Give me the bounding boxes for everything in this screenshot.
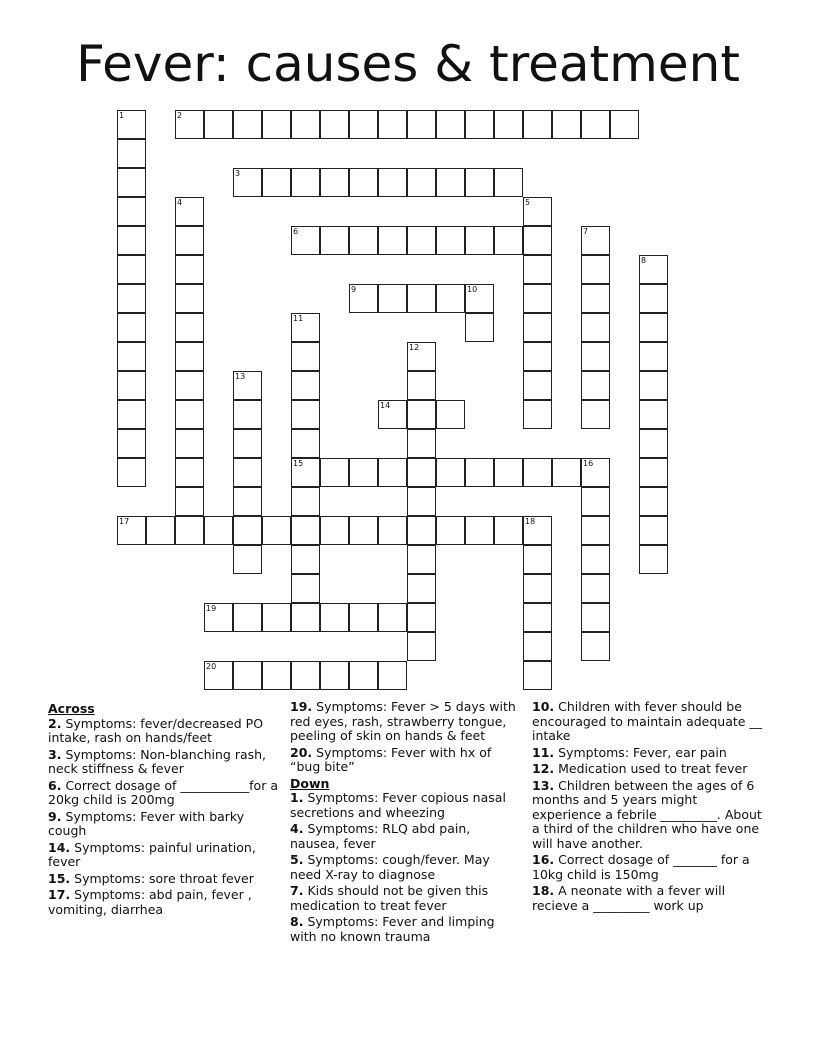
grid-cell[interactable] — [407, 632, 436, 661]
grid-cell[interactable] — [407, 226, 436, 255]
across-heading: Across — [48, 701, 95, 716]
down-clue — [290, 853, 522, 882]
grid-cell[interactable] — [436, 458, 465, 487]
grid-cell[interactable] — [581, 255, 610, 284]
clue-text: Correct dosage of _______ for a 10kg child is 150mg — [532, 852, 750, 882]
grid-cell[interactable] — [465, 110, 494, 139]
grid-cell[interactable] — [552, 110, 581, 139]
grid-cell[interactable] — [436, 400, 465, 429]
clue-number: 15. — [48, 870, 71, 886]
grid-cell[interactable] — [175, 400, 204, 429]
clue-number: 1. — [290, 790, 304, 805]
clue-number: 11. — [532, 744, 555, 760]
grid-cell[interactable] — [523, 284, 552, 313]
grid-cell[interactable] — [349, 110, 378, 139]
grid-cell[interactable] — [291, 110, 320, 139]
grid-cell[interactable] — [117, 197, 146, 226]
grid-cell[interactable] — [117, 313, 146, 342]
clue-text: Kids should not be given this medication to treat fever — [290, 883, 489, 913]
grid-cell[interactable] — [407, 545, 436, 574]
grid-cell[interactable] — [262, 661, 291, 690]
grid-cell[interactable] — [407, 429, 436, 458]
grid-cell[interactable] — [291, 545, 320, 574]
grid-cell[interactable] — [639, 487, 668, 516]
down-clue — [532, 853, 768, 882]
clue-number: 8. — [290, 914, 304, 929]
clue-text: Children between the ages of 6 months and 5 years might experience a febrile _________. About a third of the children who have one will have another. — [532, 777, 762, 851]
clue-text: Symptoms: Fever and limping with no known trauma — [290, 914, 495, 944]
clue-text: Symptoms: Fever with hx of “bug bite” — [290, 744, 492, 774]
clue-number: 6. — [48, 777, 62, 793]
clue-text: Symptoms: sore throat fever — [74, 870, 254, 886]
grid-cell[interactable] — [204, 110, 233, 139]
across-clue — [290, 700, 522, 744]
grid-cell[interactable] — [523, 226, 552, 255]
grid-cell[interactable] — [407, 284, 436, 313]
down-clue — [532, 762, 768, 777]
clue-text: Correct dosage of ___________for a 20kg child is 200mg — [48, 777, 278, 807]
grid-cell[interactable] — [639, 429, 668, 458]
clue-text: Symptoms: cough/fever. May need X-ray to diagnose — [290, 852, 490, 882]
grid-cell[interactable] — [465, 313, 494, 342]
grid-cell[interactable] — [320, 226, 349, 255]
grid-cell[interactable] — [436, 284, 465, 313]
grid-cell[interactable] — [233, 516, 262, 545]
grid-cell[interactable] — [320, 458, 349, 487]
grid-cell[interactable] — [581, 284, 610, 313]
clue-text: Symptoms: painful urination, fever — [48, 839, 256, 869]
across-clue — [48, 841, 278, 870]
grid-cell[interactable] — [117, 168, 146, 197]
clue-text: Symptoms: Fever with barky cough — [48, 808, 245, 838]
grid-cell[interactable] — [581, 603, 610, 632]
clue-text: A neonate with a fever will recieve a _________ work up — [532, 883, 726, 913]
cell-number: 15 — [293, 459, 304, 468]
grid-cell[interactable] — [465, 458, 494, 487]
grid-cell[interactable] — [233, 400, 262, 429]
cell-number: 9 — [351, 285, 357, 294]
grid-cell[interactable] — [639, 342, 668, 371]
grid-cell[interactable] — [407, 458, 436, 487]
grid-cell[interactable] — [320, 168, 349, 197]
across-clue — [48, 872, 278, 887]
grid-cell[interactable] — [436, 168, 465, 197]
grid-cell[interactable] — [233, 429, 262, 458]
down-clue — [290, 791, 522, 820]
grid-cell[interactable] — [639, 458, 668, 487]
cell-number: 1 — [119, 111, 125, 120]
grid-cell[interactable] — [581, 371, 610, 400]
grid-cell[interactable] — [349, 458, 378, 487]
cell-number: 12 — [409, 343, 420, 352]
grid-cell[interactable] — [581, 574, 610, 603]
grid-cell[interactable] — [291, 603, 320, 632]
grid-cell[interactable] — [204, 516, 233, 545]
grid-cell[interactable] — [291, 516, 320, 545]
down-clue — [290, 915, 522, 944]
grid-cell[interactable] — [378, 110, 407, 139]
clue-number: 5. — [290, 852, 304, 867]
clue-number: 4. — [290, 821, 304, 836]
cell-number: 6 — [293, 227, 299, 236]
grid-cell[interactable] — [175, 342, 204, 371]
grid-cell[interactable] — [378, 284, 407, 313]
grid-cell[interactable] — [465, 226, 494, 255]
cell-number: 16 — [583, 459, 594, 468]
clue-number: 10. — [532, 699, 555, 714]
clue-text: Medication used to treat fever — [558, 761, 748, 776]
across-clue — [48, 748, 278, 777]
grid-cell[interactable] — [378, 516, 407, 545]
clue-column-2 — [290, 700, 522, 946]
grid-cell[interactable] — [581, 400, 610, 429]
grid-cell[interactable] — [291, 487, 320, 516]
grid-cell[interactable] — [175, 429, 204, 458]
grid-cell[interactable] — [291, 168, 320, 197]
grid-cell[interactable] — [523, 400, 552, 429]
grid-cell[interactable] — [349, 168, 378, 197]
grid-cell[interactable] — [233, 603, 262, 632]
grid-cell[interactable] — [117, 371, 146, 400]
grid-cell[interactable] — [436, 516, 465, 545]
grid-cell[interactable] — [233, 545, 262, 574]
grid-cell[interactable] — [291, 342, 320, 371]
clue-text: Symptoms: abd pain, fever , vomiting, diarrhea — [48, 887, 252, 917]
grid-cell[interactable] — [523, 603, 552, 632]
clue-column-1 — [48, 700, 278, 919]
across-clue — [290, 746, 522, 775]
grid-cell[interactable] — [639, 516, 668, 545]
down-clue — [532, 884, 768, 913]
clue-number: 18. — [532, 883, 555, 898]
grid-cell[interactable] — [552, 458, 581, 487]
grid-cell[interactable] — [465, 516, 494, 545]
clue-number: 2. — [48, 715, 62, 731]
down-clue — [532, 700, 768, 744]
clue-number: 16. — [532, 852, 555, 867]
clue-number: 13. — [532, 777, 555, 793]
grid-cell[interactable] — [494, 226, 523, 255]
grid-cell[interactable] — [117, 400, 146, 429]
cell-number: 7 — [583, 227, 589, 236]
cell-number: 5 — [525, 198, 531, 207]
grid-cell[interactable] — [407, 400, 436, 429]
grid-cell[interactable] — [175, 313, 204, 342]
grid-cell[interactable] — [262, 516, 291, 545]
grid-cell[interactable] — [320, 603, 349, 632]
grid-cell[interactable] — [291, 429, 320, 458]
clue-text: Symptoms: Fever > 5 days with red eyes, rash, strawberry tongue, peeling of skin on hands & feet — [290, 699, 516, 743]
grid-cell[interactable] — [523, 342, 552, 371]
cell-number: 8 — [641, 256, 647, 265]
grid-cell[interactable] — [349, 226, 378, 255]
grid-cell[interactable] — [233, 458, 262, 487]
grid-cell[interactable] — [233, 110, 262, 139]
cell-number: 4 — [177, 198, 183, 207]
across-clue — [48, 779, 278, 808]
grid-cell[interactable] — [262, 168, 291, 197]
grid-cell[interactable] — [233, 487, 262, 516]
down-clue — [290, 884, 522, 913]
grid-cell[interactable] — [378, 168, 407, 197]
grid-cell[interactable] — [523, 255, 552, 284]
clue-number: 19. — [290, 699, 313, 714]
grid-cell[interactable] — [523, 574, 552, 603]
cell-number: 19 — [206, 604, 217, 613]
grid-cell[interactable] — [523, 110, 552, 139]
grid-cell[interactable] — [639, 400, 668, 429]
clue-text: Symptoms: Fever copious nasal secretions and wheezing — [290, 790, 506, 820]
grid-cell[interactable] — [639, 313, 668, 342]
grid-cell[interactable] — [581, 487, 610, 516]
grid-cell[interactable] — [117, 429, 146, 458]
grid-cell[interactable] — [175, 226, 204, 255]
grid-cell[interactable] — [523, 661, 552, 690]
down-heading: Down — [290, 775, 330, 791]
grid-cell[interactable] — [117, 226, 146, 255]
grid-cell[interactable] — [465, 168, 494, 197]
grid-cell[interactable] — [117, 458, 146, 487]
grid-cell[interactable] — [175, 371, 204, 400]
cell-number: 17 — [119, 517, 130, 526]
grid-cell[interactable] — [494, 516, 523, 545]
clue-text: Symptoms: RLQ abd pain, nausea, fever — [290, 821, 471, 851]
grid-cell[interactable] — [436, 110, 465, 139]
cell-number: 18 — [525, 517, 536, 526]
clue-text: Children with fever should be encouraged to maintain adequate __ intake — [532, 699, 762, 743]
grid-cell[interactable] — [407, 516, 436, 545]
grid-cell[interactable] — [320, 516, 349, 545]
cell-number: 11 — [293, 314, 304, 323]
cell-number: 20 — [206, 662, 217, 671]
cell-number: 10 — [467, 285, 478, 294]
grid-cell[interactable] — [175, 516, 204, 545]
grid-cell[interactable] — [581, 342, 610, 371]
across-clue — [48, 888, 278, 917]
grid-cell[interactable] — [262, 110, 291, 139]
down-clue — [532, 746, 768, 761]
grid-cell[interactable] — [175, 487, 204, 516]
grid-cell[interactable] — [639, 284, 668, 313]
grid-cell[interactable] — [407, 603, 436, 632]
grid-cell[interactable] — [291, 400, 320, 429]
grid-cell[interactable] — [639, 545, 668, 574]
clue-number: 14. — [48, 839, 71, 855]
grid-cell[interactable] — [436, 226, 465, 255]
grid-cell[interactable] — [639, 371, 668, 400]
clue-number: 7. — [290, 883, 304, 898]
across-clue — [48, 810, 278, 839]
grid-cell[interactable] — [581, 110, 610, 139]
grid-cell[interactable] — [581, 545, 610, 574]
across-clue — [48, 717, 278, 746]
grid-cell[interactable] — [117, 284, 146, 313]
grid-cell[interactable] — [581, 516, 610, 545]
grid-cell[interactable] — [291, 371, 320, 400]
grid-cell[interactable] — [175, 284, 204, 313]
grid-cell[interactable] — [378, 603, 407, 632]
grid-cell[interactable] — [407, 371, 436, 400]
grid-cell[interactable] — [378, 458, 407, 487]
grid-cell[interactable] — [291, 661, 320, 690]
grid-cell[interactable] — [407, 110, 436, 139]
grid-cell[interactable] — [407, 574, 436, 603]
grid-cell[interactable] — [320, 661, 349, 690]
grid-cell[interactable] — [407, 168, 436, 197]
puzzle-title: Fever: causes & treatment — [76, 35, 740, 93]
down-clue — [532, 779, 768, 852]
cell-number: 2 — [177, 111, 183, 120]
clue-number: 20. — [290, 744, 313, 760]
clue-text: Symptoms: fever/decreased PO intake, rash on hands/feet — [48, 715, 264, 745]
grid-cell[interactable] — [494, 168, 523, 197]
grid-cell[interactable] — [291, 574, 320, 603]
grid-cell[interactable] — [523, 371, 552, 400]
grid-cell[interactable] — [320, 110, 349, 139]
grid-cell[interactable] — [378, 226, 407, 255]
clue-text: Symptoms: Non-blanching rash, neck stiffness & fever — [48, 746, 267, 776]
clue-number: 17. — [48, 887, 71, 902]
grid-cell[interactable] — [349, 661, 378, 690]
grid-cell[interactable] — [262, 603, 291, 632]
down-clue — [290, 822, 522, 851]
grid-cell[interactable] — [494, 110, 523, 139]
grid-cell[interactable] — [523, 458, 552, 487]
clue-column-3 — [532, 700, 768, 915]
grid-cell[interactable] — [581, 313, 610, 342]
grid-cell[interactable] — [581, 632, 610, 661]
grid-cell[interactable] — [523, 632, 552, 661]
cell-number: 14 — [380, 401, 391, 410]
grid-cell[interactable] — [146, 516, 175, 545]
grid-cell[interactable] — [523, 545, 552, 574]
grid-cell[interactable] — [610, 110, 639, 139]
grid-cell[interactable] — [117, 255, 146, 284]
grid-cell[interactable] — [523, 313, 552, 342]
grid-cell[interactable] — [175, 255, 204, 284]
grid-cell[interactable] — [494, 458, 523, 487]
clue-text: Symptoms: Fever, ear pain — [558, 744, 727, 760]
cell-number: 13 — [235, 372, 246, 381]
clue-number: 9. — [48, 808, 62, 824]
grid-cell[interactable] — [233, 661, 262, 690]
grid-cell[interactable] — [175, 458, 204, 487]
grid-cell[interactable] — [378, 661, 407, 690]
grid-cell[interactable] — [349, 516, 378, 545]
grid-cell[interactable] — [117, 342, 146, 371]
clue-number: 3. — [48, 746, 62, 762]
clue-number: 12. — [532, 761, 555, 776]
grid-cell[interactable] — [117, 139, 146, 168]
cell-number: 3 — [235, 169, 241, 178]
grid-cell[interactable] — [349, 603, 378, 632]
grid-cell[interactable] — [407, 487, 436, 516]
